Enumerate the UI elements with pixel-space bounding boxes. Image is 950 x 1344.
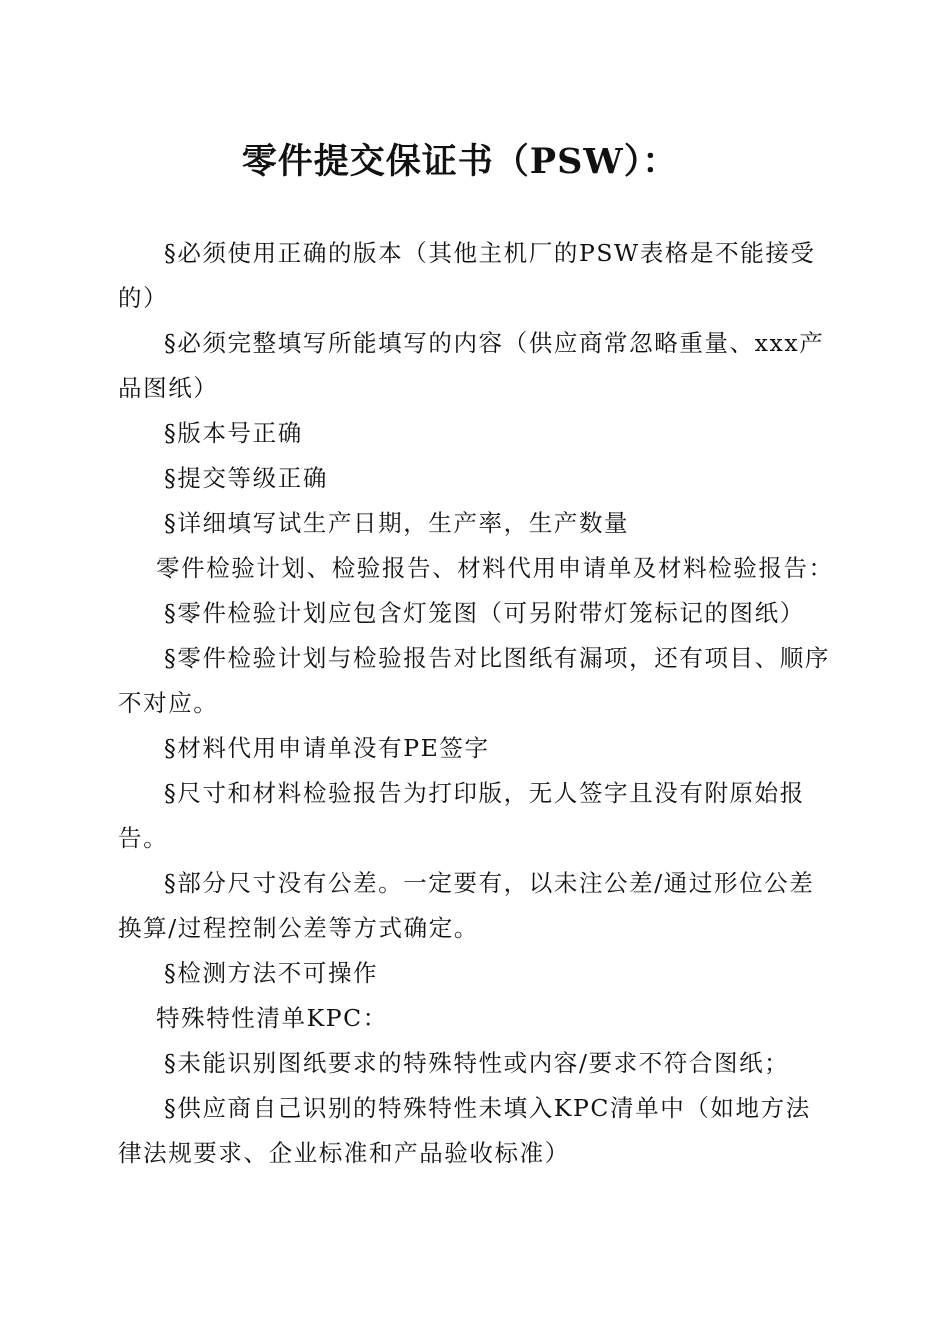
list-item: §零件检验计划与检验报告对比图纸有漏项，还有项目、顺序不对应。 xyxy=(118,644,830,717)
list-item: §尺寸和材料检验报告为打印版，无人签字且没有附原始报告。 xyxy=(118,779,805,852)
list-item: §供应商自己识别的特殊特性未填入KPC清单中（如地方法律法规要求、企业标准和产品验收标准） xyxy=(118,1094,811,1167)
section-heading: 零件检验计划、检验报告、材料代用申请单及材料检验报告： xyxy=(156,554,834,582)
list-item: §必须完整填写所能填写的内容（供应商常忽略重量、xxx产品图纸） xyxy=(118,329,825,402)
list-item: §版本号正确 xyxy=(164,419,303,447)
list-item: §必须使用正确的版本（其他主机厂的PSW表格是不能接受的） xyxy=(118,239,816,312)
list-item: §未能识别图纸要求的特殊特性或内容/要求不符合图纸； xyxy=(164,1049,790,1077)
section-heading: 特殊特性清单KPC： xyxy=(156,1004,388,1032)
list-item: §零件检验计划应包含灯笼图（可另附带灯笼标记的图纸） xyxy=(164,599,805,627)
list-item: §部分尺寸没有公差。一定要有，以未注公差/通过形位公差换算/过程控制公差等方式确定。 xyxy=(118,869,815,942)
document-title: 零件提交保证书（PSW）： xyxy=(241,141,679,182)
list-item: §材料代用申请单没有PE签字 xyxy=(164,734,490,762)
list-item: §检测方法不可操作 xyxy=(164,959,379,987)
list-item: §提交等级正确 xyxy=(164,464,328,492)
list-item: §详细填写试生产日期，生产率，生产数量 xyxy=(164,509,630,537)
document-body xyxy=(118,231,834,1176)
